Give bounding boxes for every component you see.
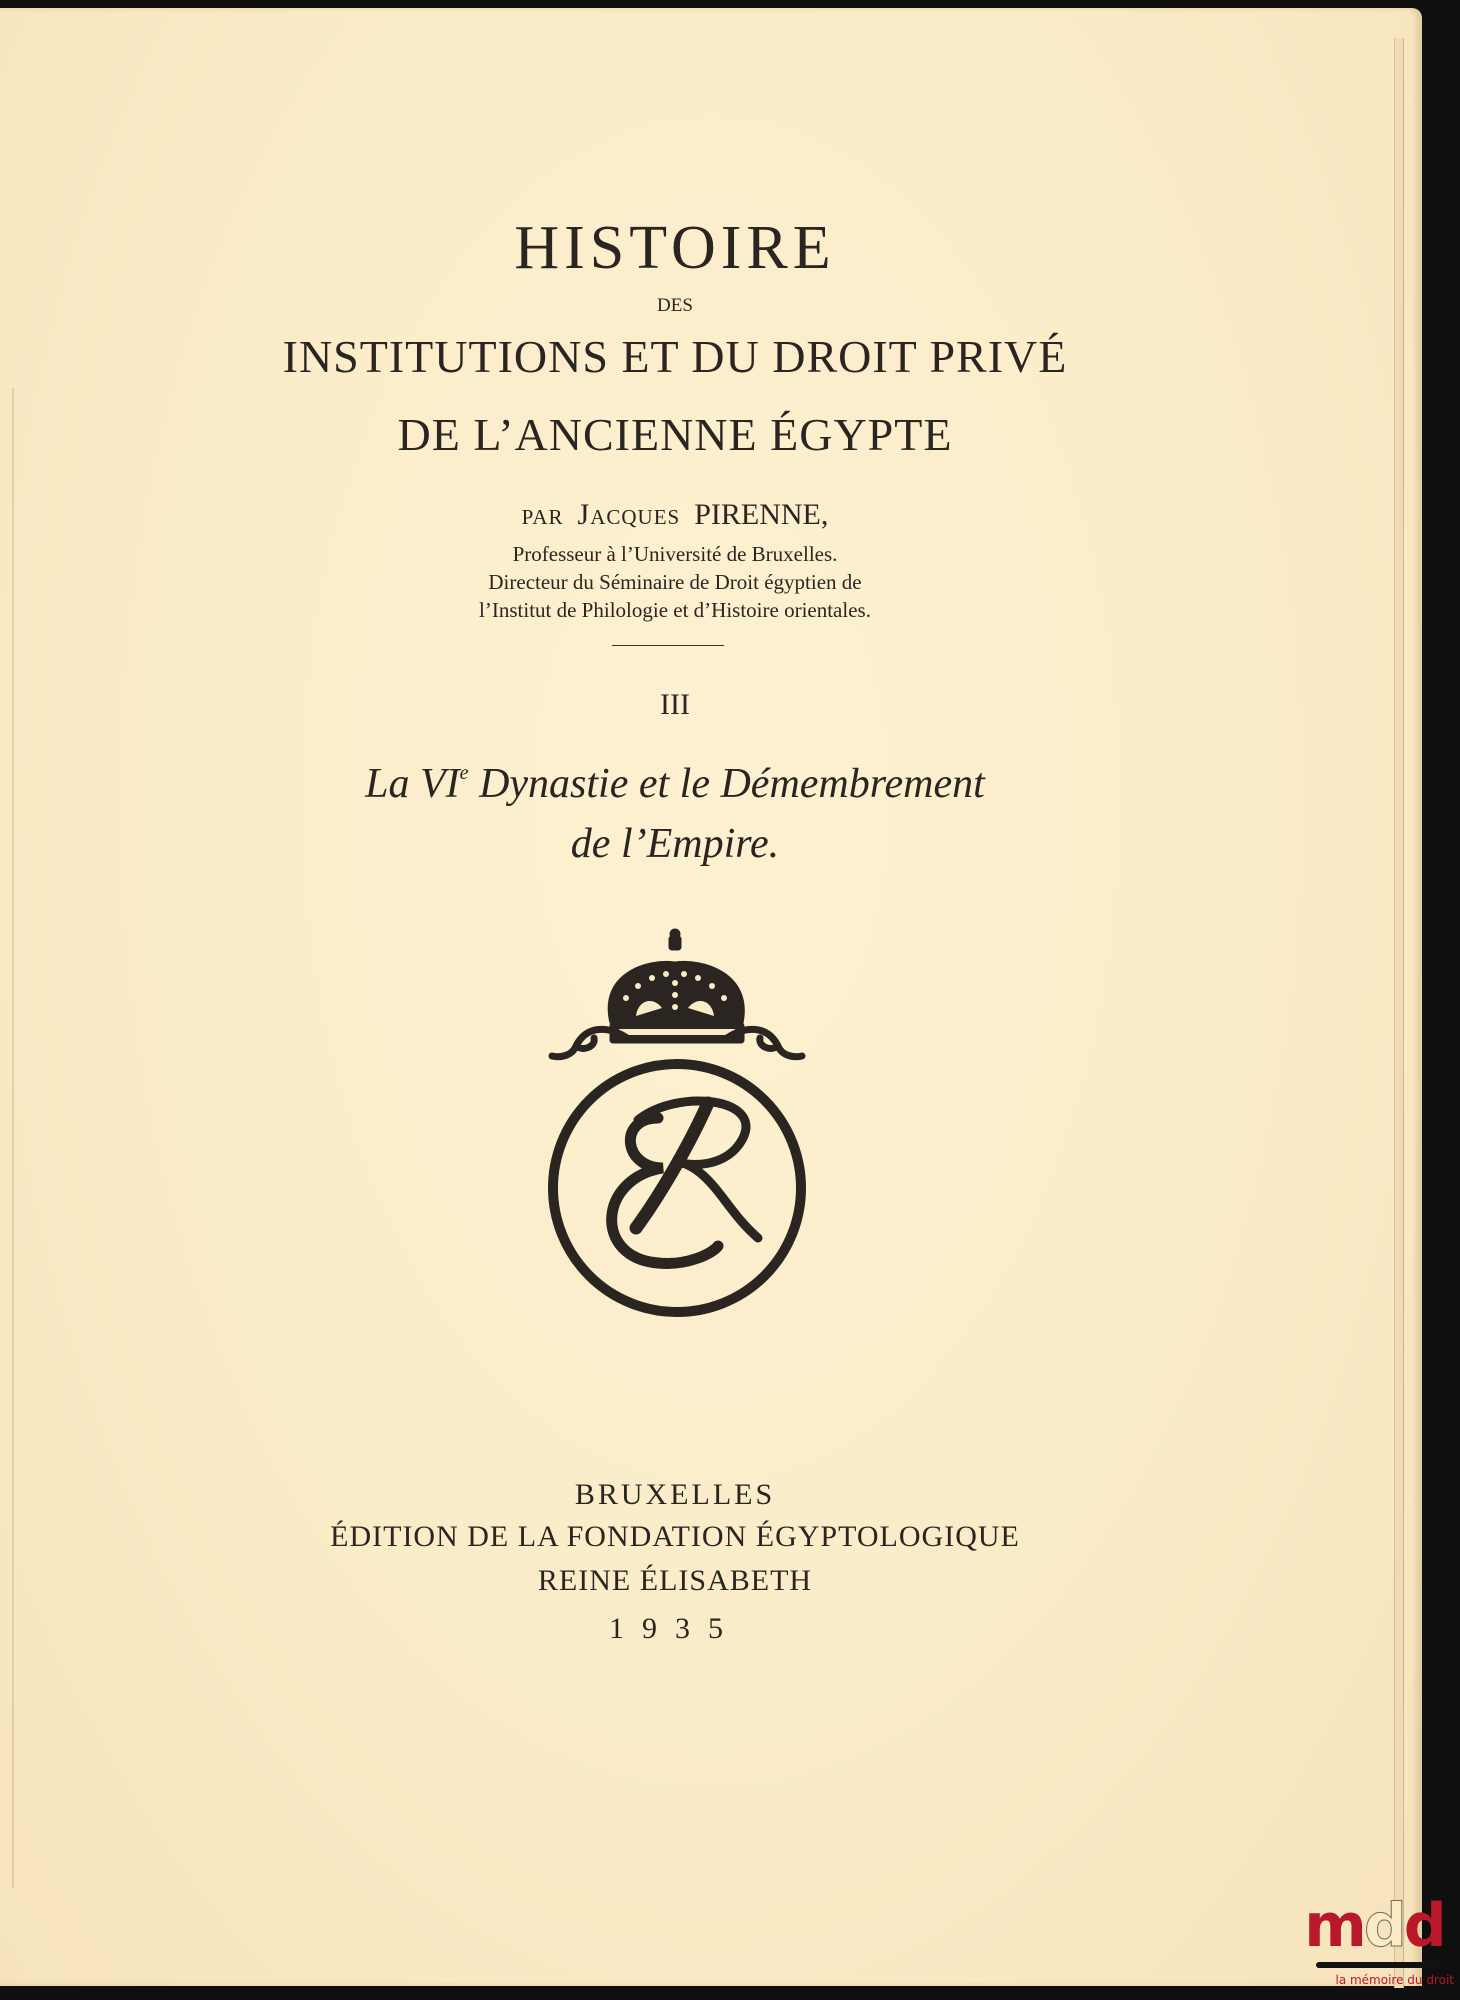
subtitle-part: Dynastie et le Démembrement bbox=[468, 761, 985, 807]
mdd-logo-mark bbox=[1294, 1891, 1454, 1961]
author-last-name: PIRENNE, bbox=[694, 498, 829, 531]
royal-crown-monogram-icon bbox=[538, 928, 818, 1318]
imprint-publisher-line-2: REINE ÉLISABETH bbox=[537, 1564, 813, 1597]
author-affiliations bbox=[0, 540, 1350, 624]
logo-underline bbox=[1316, 1962, 1444, 1968]
divider-rule bbox=[612, 645, 724, 646]
book-title: HISTOIRE bbox=[514, 214, 836, 282]
title-page bbox=[0, 8, 1422, 1986]
subtitle-line-2: de l’Empire. bbox=[570, 821, 780, 867]
logo-letter: d bbox=[1363, 1891, 1404, 1961]
affiliation-line: l’Institut de Philologie et d’Histoire orientales. bbox=[479, 598, 871, 622]
subtitle-superscript: e bbox=[459, 762, 469, 784]
logo-letter: d bbox=[1403, 1891, 1444, 1961]
logo-letter: m bbox=[1304, 1891, 1364, 1961]
volume-subtitle bbox=[0, 743, 1350, 874]
subtitle-line-1 bbox=[0, 743, 1350, 814]
author-prefix: par bbox=[521, 498, 564, 531]
author-first-name: Jacques bbox=[577, 498, 681, 531]
imprint-publisher-line-1: ÉDITION DE LA FONDATION ÉGYPTOLOGIQUE bbox=[330, 1520, 1020, 1553]
author-line bbox=[0, 498, 1350, 532]
imprint-year: 1935 bbox=[609, 1612, 741, 1645]
subtitle-part: La VI bbox=[365, 761, 460, 807]
affiliation-line: Professeur à l’Université de Bruxelles. bbox=[512, 542, 838, 566]
volume-number: III bbox=[660, 688, 690, 721]
mdd-watermark-logo bbox=[1294, 1890, 1454, 2000]
title-line-1: INSTITUTIONS ET DU DROIT PRIVÉ bbox=[282, 331, 1068, 382]
imprint-city: BRUXELLES bbox=[574, 1478, 776, 1511]
logo-tagline: la mémoire du droit bbox=[1335, 1973, 1454, 1987]
title-line-2: DE L’ANCIENNE ÉGYPTE bbox=[397, 409, 953, 460]
affiliation-line: Directeur du Séminaire de Droit égyptien de bbox=[488, 570, 862, 594]
page-edge bbox=[1394, 38, 1404, 1988]
title-connector: DES bbox=[657, 295, 693, 316]
